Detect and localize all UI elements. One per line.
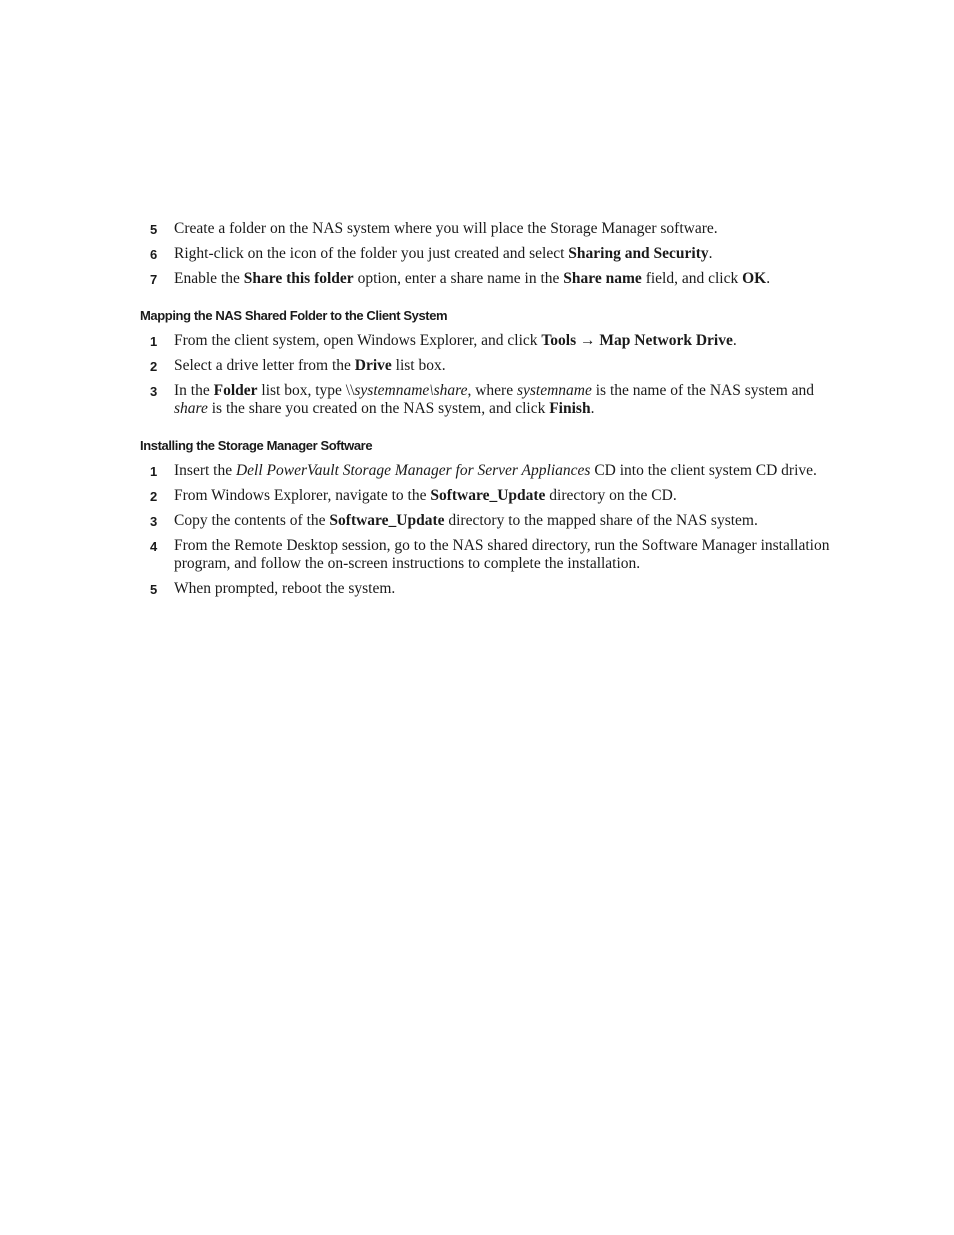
list-item (150, 332, 830, 350)
arrow-icon: → (576, 332, 600, 349)
ui-term: Software_Update (329, 512, 445, 529)
list-item (150, 220, 830, 238)
step-number: 5 (150, 222, 157, 237)
list-item (150, 382, 830, 418)
ui-term: Sharing and Security (568, 245, 709, 262)
step-text: Select a drive letter from the Drive list box. (174, 357, 446, 374)
step-number: 6 (150, 247, 157, 262)
step-text: When prompted, reboot the system. (174, 580, 396, 597)
step-number: 7 (150, 272, 157, 287)
step-text: Enable the Share this folder option, enter a share name in the Share name field, and click OK. (174, 270, 771, 287)
list-item (150, 487, 830, 505)
step-number: 5 (150, 582, 157, 597)
list-item (150, 462, 830, 480)
step-number: 3 (150, 384, 157, 399)
step-text: Insert the Dell PowerVault Storage Manager for Server Appliances CD into the client system CD drive. (174, 462, 817, 479)
list-item (150, 357, 830, 375)
step-text: From the Remote Desktop session, go to the NAS shared directory, run the Software Manager installation program, and follow the on-screen instructions to complete the installation. (174, 537, 830, 572)
path-term: systemname\share (354, 382, 468, 399)
list-item (150, 245, 830, 263)
section-heading: Mapping the NAS Shared Folder to the Client System (140, 308, 448, 323)
step-number: 3 (150, 514, 157, 529)
list-item (150, 512, 830, 530)
ui-term: Drive (354, 357, 392, 374)
ui-term: Software_Update (430, 487, 546, 504)
ui-term: OK (742, 270, 767, 287)
step-number: 2 (150, 489, 157, 504)
step-text: In the Folder list box, type \\systemname\share, where systemname is the name of the NAS system and share is the share you created on the NAS system, and click Finish. (174, 382, 815, 417)
step-number: 2 (150, 359, 157, 374)
list-item (150, 270, 830, 288)
ui-term: Tools (541, 332, 577, 349)
section-heading: Installing the Storage Manager Software (140, 438, 373, 453)
variable-term: share (174, 400, 208, 417)
variable-term: systemname (516, 382, 592, 399)
list-item (150, 580, 830, 598)
step-number: 1 (150, 464, 157, 479)
ui-term: Map Network Drive (599, 332, 733, 349)
ui-term: Finish (549, 400, 591, 417)
step-number: 4 (150, 539, 157, 554)
list-item (150, 537, 830, 573)
step-text: From the client system, open Windows Explorer, and click Tools → Map Network Drive. (174, 332, 737, 349)
ui-term: Share this folder (243, 270, 354, 287)
step-text: From Windows Explorer, navigate to the Software_Update directory on the CD. (174, 487, 677, 504)
step-text: Copy the contents of the Software_Update directory to the mapped share of the NAS system. (174, 512, 758, 529)
step-number: 1 (150, 334, 157, 349)
ui-term: Folder (213, 382, 258, 399)
product-title: Dell PowerVault Storage Manager for Server Appliances (235, 462, 591, 479)
step-text: Create a folder on the NAS system where you will place the Storage Manager software. (174, 220, 718, 237)
ui-term: Share name (563, 270, 642, 287)
step-text: Right-click on the icon of the folder you just created and select Sharing and Security. (174, 245, 713, 262)
